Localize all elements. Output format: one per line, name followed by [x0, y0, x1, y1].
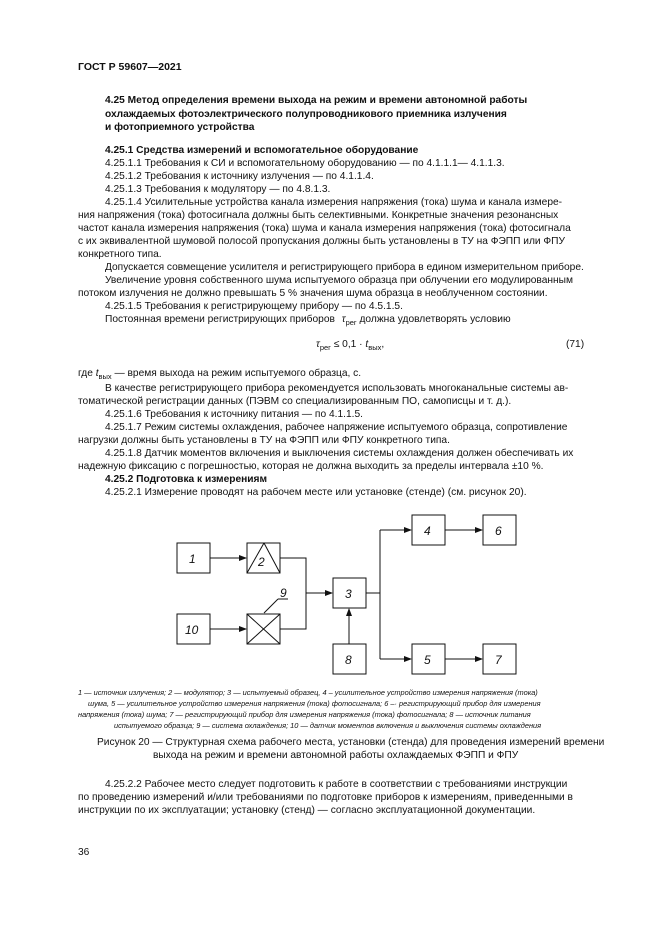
text-line: частот канала измерения напряжения (тока) шума и канала измерения напряжения (тока) фотосигнала	[78, 223, 571, 234]
text-line: 4.25.1.8 Датчик моментов включения и выключения системы охлаждения должен обеспечивать их	[105, 448, 574, 459]
text-line: томатической регистрации данных (ПЭВМ со специализированным ПО, самописцы и т. д.).	[78, 396, 512, 407]
block-label: 7	[495, 653, 502, 667]
text-line: В качестве регистрирующего прибора рекомендуется использовать многоканальные системы ав-	[105, 383, 569, 394]
block-label: 2	[258, 555, 265, 569]
section-title-line: 4.25 Метод определения времени выхода на режим и времени автономной работы	[105, 95, 528, 106]
block-6-noise-recorder	[483, 515, 516, 545]
text-line: 4.25.1.1 Требования к СИ и вспомогательному оборудованию — по 4.1.1.1— 4.1.1.3.	[105, 158, 505, 169]
block-label: 10	[185, 623, 199, 637]
text-line: инструкции по их эксплуатации; установку (стенд) — согласно эксплуатационной документации.	[78, 805, 536, 816]
text-line: нагрузки должны быть установлены в ТУ на ФЭПП или ФПУ конкретного типа.	[78, 435, 450, 446]
block-label: 1	[189, 552, 196, 566]
page-number: 36	[78, 847, 90, 858]
block-1-source	[177, 543, 210, 573]
text-line: ния напряжения (тока) фотосигнала должны быть селективными. Конкретные значения резонансных	[78, 210, 559, 221]
block-label: 8	[345, 653, 352, 667]
text-line: конкретного типа.	[78, 249, 162, 260]
block-10-sensor	[177, 614, 210, 644]
block-5-signal-amplifier	[412, 644, 445, 674]
where-line: где $t_{вых}$ — время выхода на режим испытуемого образца, с.	[78, 368, 362, 382]
text-line: 4.25.1.2 Требования к источнику излучения — по 4.1.1.4.	[105, 171, 374, 182]
text-line: по проведению измерений и/или требованиями по подготовке приборов к измерениям, приведенными в	[78, 792, 573, 803]
text-line: 4.25.1.6 Требования к источнику питания — по 4.1.1.5.	[105, 409, 363, 420]
text-line: 4.25.2.2 Рабочее место следует подготовить к работе в соответствии с требованиями инструкции	[105, 779, 568, 790]
block-3-sample	[333, 578, 366, 608]
section-title-line: и фотоприемного устройства	[105, 122, 255, 133]
block-label: 4	[424, 524, 431, 538]
block-label: 6	[495, 524, 502, 538]
block-2-modulator	[247, 543, 280, 573]
section-title	[105, 94, 527, 135]
text-line: с их эквивалентной шумовой полосой пропускания должны быть установлены в ТУ на ФЭПП или ФПУ	[78, 236, 565, 247]
block-7-signal-recorder	[483, 644, 516, 674]
text-line: 4.25.1.4 Усилительные устройства канала измерения напряжения (тока) шума и канала измере-	[105, 197, 563, 208]
figure-legend: 1 — источник излучения; 2 — модулятор; 3 — испытуемый образец, 4 – усилительное устройство измерения напряжения (тока) шума, 5 — усилительное устройство измерения напряжения (тока) фотосигнала; 6 –· регистрирующий прибор для измерения напряжения (тока) шума; 7 — регистрирующий прибор для измерения напряжения (тока) фотосигнала; 8 — источник питания испытуемого образца; 9 — система охлаждения; 10 — датчик моментов включения и выключения системы охлаждения	[78, 688, 542, 730]
formula-number: (71)	[566, 339, 585, 350]
text-line: Увеличение уровня собственного шума испытуемого образца при облучении его модулированным	[105, 275, 573, 286]
formula-intro: Постоянная времени регистрирующих приборов $\tau_{рег}$ должна удовлетворять условию	[105, 314, 511, 328]
tau-symbol: τ	[341, 314, 346, 325]
section-title-line: охлаждаемых фотоэлектрического полупроводникового приемника излучения	[105, 108, 507, 120]
text-line: 4.25.1.3 Требования к модулятору — по 4.8.1.3.	[105, 184, 331, 195]
text-line: 4.25.2 Подготовка к измерениям	[105, 474, 268, 485]
block-label: 5	[424, 653, 431, 667]
text-line: потоком излучения не должно превышать 5 % значения шума образца в необлученном состоянии.	[78, 288, 548, 299]
text-line: 4.25.1.7 Режим системы охлаждения, рабочее напряжение испытуемого образца, сопротивление	[105, 422, 568, 433]
text-line: 4.25.1 Средства измерений и вспомогательное оборудование	[105, 145, 419, 156]
block-label: 9	[280, 586, 287, 600]
block-label: 3	[345, 587, 352, 601]
formula-71: $\tau_{рег} \le 0,1 \cdot t_{вых}$,	[316, 339, 385, 353]
text-line: Допускается совмещение усилителя и регистрирующего прибора в едином измерительном приборе.	[105, 262, 584, 273]
text-line: 4.25.1.5 Требования к регистрирующему прибору — по 4.5.1.5.	[105, 301, 403, 312]
text-line: надежную фиксацию с погрешностью, которая не должна выходить за пределы интервала ±10 %.	[78, 461, 544, 472]
block-4-noise-amplifier	[412, 515, 445, 545]
block-9-cooling	[247, 614, 280, 644]
block-8-power-supply	[333, 644, 366, 674]
page-header: ГОСТ Р 59607—2021	[78, 61, 182, 73]
text-line: 4.25.2.1 Измерение проводят на рабочем месте или установке (стенде) (см. рисунок 20).	[105, 487, 527, 498]
figure-caption: Рисунок 20 — Структурная схема рабочего места, установки (стенда) для проведения измерений времени выхода на режим и времени автономной работы охлаждаемых ФЭПП и ФПУ	[97, 737, 605, 761]
